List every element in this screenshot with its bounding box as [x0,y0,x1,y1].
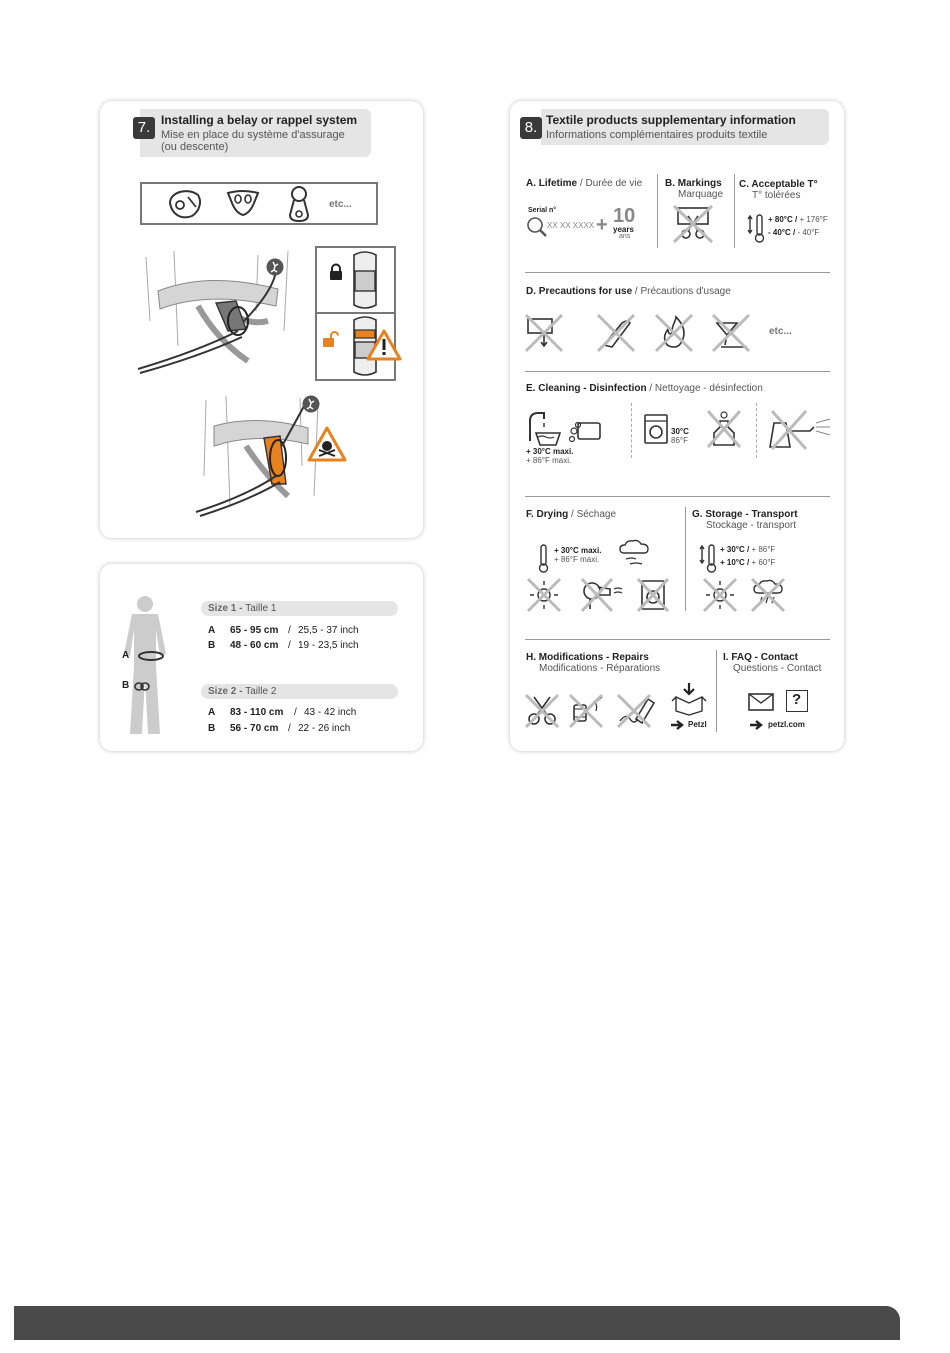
drying-temp: + 30°C maxi. [554,546,602,555]
size-1-row-a-sep: / [288,625,291,636]
washing-machine-icon [644,414,668,444]
size-1-label: Size 1 - [208,603,246,614]
size-1-row-b-inch: 19 - 23,5 inch [298,640,359,651]
hand-wash-temp-f: + 86°F maxi. [526,456,572,465]
lock-divider [315,312,396,314]
size-2-label-fr: Taille 2 [245,686,277,697]
rule-1 [525,272,830,273]
arrow-petzl-icon [671,720,685,730]
rule-4 [525,639,830,640]
danger-skull-icon [307,426,347,462]
size-1-label-fr: Taille 1 [245,603,277,614]
modifications-title: H. Modifications - Repairs [526,652,649,663]
lifetime-years: years [613,225,634,234]
storage-sub: Stockage - transport [706,520,797,531]
thermometer-updown-icon [746,213,766,243]
cleaning-sub: Nettoyage - désinfection [654,383,763,394]
storage-low-f: + 60°F [749,558,776,567]
no-marker-icon [616,693,656,729]
waist-belt-icon [138,651,164,661]
no-chemicals-icon [711,313,751,353]
magnifier-icon [526,216,548,238]
no-fire-icon [654,313,694,353]
size-2-label: Size 2 - [208,686,246,697]
size-2-row-a-key: A [208,707,216,718]
faq-sub: Questions - Contact [733,663,822,674]
petzl-label: Petzl [688,720,707,729]
size-1-row-b-sep: / [288,640,291,651]
size-1-bar [201,601,398,616]
storage-low-c: + 10°C / [720,558,750,567]
no-hair-dryer-icon [580,577,626,613]
section-7-number: 7. [133,117,155,139]
no-sewing-icon [568,693,608,729]
section-7-title: Installing a belay or rappel system [161,113,358,127]
tube-device-icon [224,187,262,221]
arrow-site-icon [750,720,764,730]
storage-low [720,558,775,567]
abc-divider-2 [734,174,735,248]
storage-thermometer-icon [698,543,718,573]
no-cutting-knife-icon [596,313,636,353]
no-sun-storage-icon [702,577,738,613]
temperature-title: C. Acceptable T° [739,179,818,190]
size-1-row-a-key: A [208,625,216,636]
machine-temp-f: 86°F [671,436,688,445]
hand-wash-tap-icon [526,411,566,447]
cleaning-divider-1 [631,403,632,458]
sizes-card [100,564,423,751]
markings-sub: Marquage [678,189,724,200]
cleaning-sep: / [646,383,655,394]
precautions-title: D. Precautions for use [526,286,633,297]
drying-sub: Séchage [576,509,617,520]
no-rain-icon [750,577,788,613]
climber-icon [266,258,284,276]
hand-wash-temp: + 30°C maxi. [526,447,574,456]
leg-loop-icon [134,682,150,691]
envelope-icon [748,693,774,711]
abc-divider-1 [657,174,658,248]
shade-dry-cloud-icon [618,539,650,567]
size-marker-a: A [122,650,130,661]
drying-temp-f: + 86°F maxi. [554,555,600,564]
belay-device-icon [166,187,204,221]
serial-label: Serial n° [528,207,557,214]
body-silhouette [120,594,170,736]
lifetime-ans: ans [619,233,631,240]
temperature-high-f: + 176°F [797,215,828,224]
lifetime-plus: + [596,214,608,236]
lifetime-sep: / [577,178,586,189]
unlock-icon [322,331,338,347]
section-7-card [100,101,423,538]
size-1-row-b-cm: 48 - 60 cm [230,640,279,651]
size-1-row-b-key: B [208,640,216,651]
rule-3 [525,496,830,497]
storage-high-f: + 86°F [749,545,776,554]
size-1-row-a-inch: 25,5 - 37 inch [298,625,359,636]
precautions-sub: Précautions d'usage [640,286,731,297]
size-1-row-a-cm: 65 - 95 cm [230,625,279,636]
size-2-row-a-sep: / [294,707,297,718]
figure-eight-icon [286,185,312,223]
section-7-subtitle-2: (ou descente) [161,141,229,153]
modifications-sub: Modifications - Réparations [539,663,661,674]
drying-thermometer-icon [538,543,550,573]
drying-title: F. Drying [526,509,569,520]
temperature-low [768,228,819,237]
storage-high-c: + 30°C / [720,545,750,554]
no-marking-scissors-icon [672,204,714,244]
no-cutting-scissors-icon [524,693,560,729]
section-8-card [510,101,844,751]
footer-bar [14,1306,900,1340]
temperature-sub: T° tolérées [752,190,801,201]
hi-divider [716,650,717,732]
size-2-row-b-key: B [208,723,216,734]
temperature-high [768,215,828,224]
rule-2 [525,371,830,372]
cleaning-title: E. Cleaning - Disinfection [526,383,647,394]
section-7-subtitle-1: Mise en place du système d'assurage [161,129,345,141]
cleaning-heading [526,383,763,394]
question-mark: ? [792,691,802,708]
precautions-etc: etc... [769,326,792,337]
lock-icon [329,264,343,280]
section-8-subtitle: Informations complémentaires produits textile [546,129,768,141]
lifetime-sub: Durée de vie [585,178,643,189]
carabiner-locked-illustration [348,251,382,309]
drying-sep: / [568,509,577,520]
fg-divider [685,507,686,611]
markings-title: B. Markings [665,178,722,189]
size-2-row-b-inch: 22 - 26 inch [298,723,351,734]
no-tumble-dryer-icon [636,577,670,613]
precautions-sep: / [632,286,641,297]
size-2-row-b-cm: 56 - 70 cm [230,723,279,734]
send-box-icon [672,683,706,715]
size-2-row-a-cm: 83 - 110 cm [230,707,284,718]
lifetime-title: A. Lifetime [526,178,578,189]
precautions-heading [526,286,731,297]
no-pressure-washer-icon [764,409,832,451]
serial-value: XX XX XXXX [547,221,595,230]
storage-high [720,545,775,554]
drying-heading [526,509,616,520]
lifetime-heading [526,178,642,189]
lifetime-years-num: 10 [613,205,636,227]
no-sun-drying-icon [526,577,562,613]
section-8-number: 8. [520,117,542,139]
size-2-bar [201,684,398,699]
size-2-row-a-inch: 43 - 42 inch [304,707,357,718]
climber-icon-2 [302,395,320,413]
no-abrasion-icon [524,313,564,353]
size-2-row-b-sep: / [288,723,291,734]
no-bleach-icon [706,409,742,449]
storage-title: G. Storage - Transport [692,509,798,520]
machine-temp: 30°C [671,427,689,436]
cleaning-divider-2 [756,403,757,458]
temperature-low-c: - 40°C / [768,228,796,237]
devices-etc: etc... [329,199,352,210]
warning-icon [366,329,402,361]
temperature-high-c: + 80°C / [768,215,798,224]
petzl-site: petzl.com [768,720,805,729]
wash-soap-icon [568,417,602,443]
faq-title: I. FAQ - Contact [723,652,798,663]
size-marker-b: B [122,680,130,691]
section-8-title: Textile products supplementary information [546,113,796,127]
temperature-low-f: - 40°F [795,228,820,237]
